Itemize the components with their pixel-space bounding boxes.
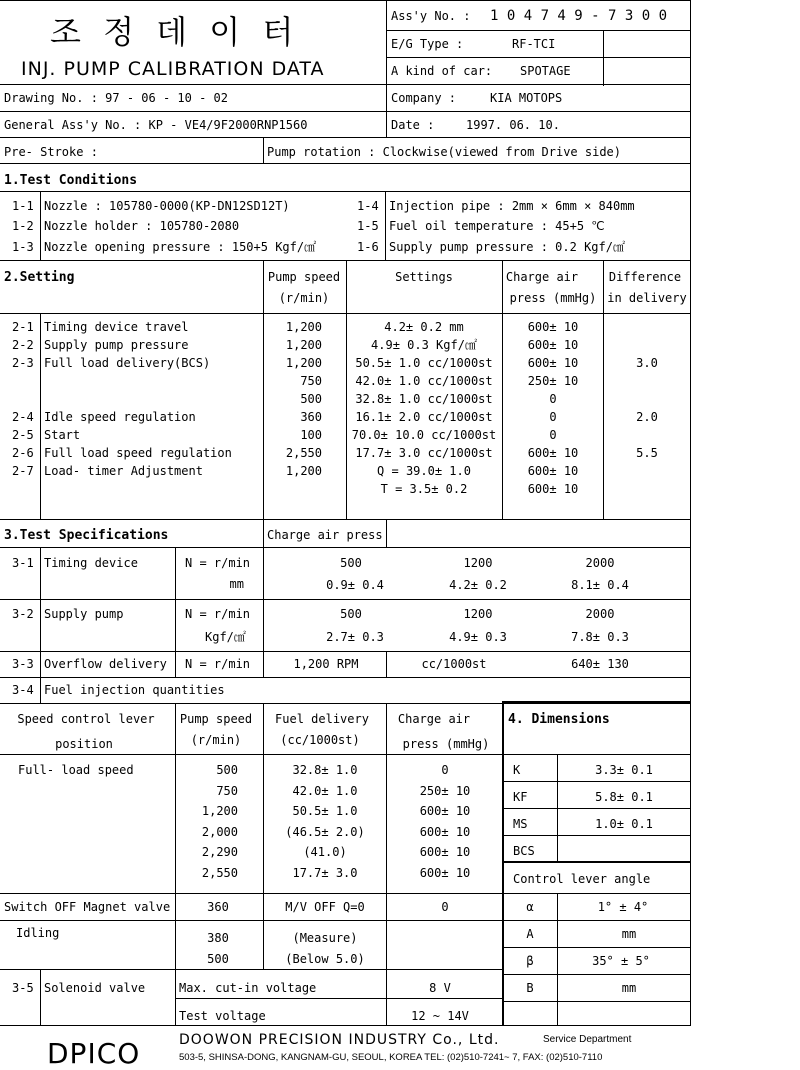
setting-difference: 2.0 — [636, 410, 658, 424]
condition-text: Nozzle : 105780-0000(KP-DN12SD12T) — [44, 199, 290, 213]
dimension-label: KF — [513, 790, 528, 804]
overflow-rpm: 1,200 RPM — [293, 657, 359, 671]
fuel-charge: 600± 10 — [419, 866, 471, 880]
setting-charge: 0 — [549, 410, 557, 424]
col-charge-air-unit: press (mmHg) — [509, 291, 597, 305]
col-pump-speed-unit: (r/min) — [190, 733, 242, 747]
setting-speed: 1,200 — [285, 356, 322, 370]
col-pump-speed: Pump speed — [179, 712, 253, 726]
fuel-charge: 250± 10 — [419, 784, 471, 798]
col-charge-air: Charge air — [397, 712, 471, 726]
spec-num: 3-2 — [12, 607, 34, 621]
setting-num: 2-3 — [12, 356, 34, 370]
idling-label: Idling — [16, 926, 60, 940]
setting-speed: 1,200 — [285, 338, 322, 352]
setting-num: 2-6 — [12, 446, 34, 460]
idling-speed: 380 — [207, 931, 229, 945]
fuel-delivery: 32.8± 1.0 — [292, 763, 358, 777]
col-lever-position-sub: position — [55, 737, 113, 751]
spec-num: 3-1 — [12, 556, 34, 570]
fuel-speed: 1,200 — [201, 804, 238, 818]
setting-value: 50.5± 1.0 cc/1000st — [355, 356, 493, 370]
setting-speed: 100 — [300, 428, 322, 442]
setting-difference: 3.0 — [636, 356, 658, 370]
general-assy-no: General Ass'y No. : KP - VE4/9F2000RNP1560 — [4, 118, 308, 132]
assy-no-value: 1 0 4 7 4 9 - 7 3 0 0 — [490, 8, 668, 24]
charge-air-press-label: Charge air press — [267, 528, 383, 542]
timing-speed: 2000 — [585, 556, 615, 570]
fuel-charge: 0 — [441, 763, 449, 777]
supply-value: 7.8± 0.3 — [571, 630, 629, 644]
col-difference-sub: in delivery — [607, 291, 687, 305]
eg-type-label: E/G Type : — [391, 37, 464, 51]
setting-charge: 600± 10 — [527, 356, 579, 370]
fuel-speed: 2,290 — [201, 845, 238, 859]
fuel-delivery: (46.5± 2.0) — [285, 825, 365, 839]
timing-speed: 1200 — [463, 556, 493, 570]
switch-off-delivery: M/V OFF Q=0 — [285, 900, 365, 914]
pump-rotation: Pump rotation : Clockwise(viewed from Drive side) — [267, 145, 622, 159]
switch-off-speed: 360 — [207, 900, 229, 914]
col-pump-speed-unit: (r/min) — [278, 291, 330, 305]
angle-value: mm — [621, 981, 637, 995]
fuel-charge: 600± 10 — [419, 825, 471, 839]
supply-value: 4.9± 0.3 — [449, 630, 507, 644]
setting-value: 42.0± 1.0 cc/1000st — [355, 374, 493, 388]
setting-charge: 600± 10 — [527, 320, 579, 334]
setting-charge: 0 — [549, 392, 557, 406]
dimension-label: MS — [513, 817, 528, 831]
supply-speed: 500 — [340, 607, 362, 621]
spec-num: 3-4 — [12, 683, 34, 697]
fuel-speed: 2,550 — [201, 866, 238, 880]
angle-value: mm — [621, 927, 637, 941]
setting-value: 70.0± 10.0 cc/1000st — [351, 428, 497, 442]
setting-difference: 5.5 — [636, 446, 658, 460]
setting-value: T = 3.5± 0.2 — [380, 482, 468, 496]
car-value: SPOTAGE — [520, 64, 571, 78]
angle-label: β — [526, 954, 534, 968]
max-cutin-value: 8 V — [429, 981, 451, 995]
title-english: INJ. PUMP CALIBRATION DATA — [21, 58, 325, 80]
full-load-speed-label: Full- load speed — [18, 763, 134, 777]
col-charge-air-unit: press (mmHg) — [402, 737, 490, 751]
supply-unit-pressure: Kgf/㎠ — [205, 630, 246, 644]
max-cutin-label: Max. cut-in voltage — [179, 981, 317, 995]
setting-speed: 360 — [300, 410, 322, 424]
angle-label: B — [526, 981, 534, 995]
supply-speed: 2000 — [585, 607, 615, 621]
setting-speed: 1,200 — [285, 464, 322, 478]
col-fuel-delivery: Fuel delivery — [275, 712, 369, 726]
company-label: Company : — [391, 91, 457, 105]
dimension-label: K — [513, 763, 521, 777]
idling-delivery: (Measure) — [292, 931, 358, 945]
setting-item: Idle speed regulation — [44, 410, 196, 424]
fuel-charge: 600± 10 — [419, 845, 471, 859]
condition-num: 1-1 — [12, 199, 34, 213]
spec-num: 3-3 — [12, 657, 34, 671]
test-voltage-label: Test voltage — [179, 1009, 266, 1023]
setting-num: 2-4 — [12, 410, 34, 424]
setting-num: 2-1 — [12, 320, 34, 334]
spec-num: 3-5 — [12, 981, 34, 995]
timing-device-label: Timing device — [44, 556, 138, 570]
setting-item: Supply pump pressure — [44, 338, 189, 352]
timing-value: 8.1± 0.4 — [571, 578, 629, 592]
company-logo: DPICO — [47, 1037, 141, 1070]
col-pump-speed: Pump speed — [267, 270, 341, 284]
dimension-label: BCS — [513, 844, 535, 858]
timing-unit-speed: N = r/min — [185, 556, 251, 570]
test-conditions-heading: 1.Test Conditions — [4, 173, 138, 188]
angle-label: α — [526, 900, 534, 914]
fuel-delivery: 50.5± 1.0 — [292, 804, 358, 818]
condition-text: Supply pump pressure : 0.2 Kgf/㎠ — [389, 240, 625, 254]
fuel-delivery: 42.0± 1.0 — [292, 784, 358, 798]
setting-charge: 600± 10 — [527, 464, 579, 478]
condition-num: 1-2 — [12, 219, 34, 233]
dimensions-heading: 4. Dimensions — [508, 712, 610, 727]
condition-num: 1-6 — [357, 240, 379, 254]
setting-item: Timing device travel — [44, 320, 189, 334]
fuel-injection-label: Fuel injection quantities — [44, 683, 225, 697]
dimension-value: 1.0± 0.1 — [595, 817, 653, 831]
condition-text: Nozzle opening pressure : 150+5 Kgf/㎠ — [44, 240, 317, 254]
drawing-no: Drawing No. : 97 - 06 - 10 - 02 — [4, 91, 228, 105]
company-value: KIA MOTOPS — [490, 91, 563, 105]
angle-value: 1° ± 4° — [597, 900, 649, 914]
angle-label: A — [526, 927, 534, 941]
overflow-value: 640± 130 — [571, 657, 629, 671]
overflow-delivery-label: Overflow delivery — [44, 657, 167, 671]
timing-value: 4.2± 0.2 — [449, 578, 507, 592]
assy-no-label: Ass'y No. : — [391, 9, 471, 23]
setting-value: 4.9± 0.3 Kgf/㎠ — [371, 338, 477, 352]
setting-speed: 500 — [300, 392, 322, 406]
setting-item: Load- timer Adjustment — [44, 464, 203, 478]
condition-text: Injection pipe : 2mm × 6mm × 840mm — [389, 199, 635, 213]
setting-value: 17.7± 3.0 cc/1000st — [355, 446, 493, 460]
setting-item: Start — [44, 428, 81, 442]
supply-pump-label: Supply pump — [44, 607, 124, 621]
control-lever-angle-label: Control lever angle — [513, 872, 651, 886]
company-address: 503-5, SHINSA-DONG, KANGNAM-GU, SEOUL, KOREA TEL: (02)510-7241~ 7, FAX: (02)510-7110 — [179, 1052, 603, 1063]
setting-num: 2-2 — [12, 338, 34, 352]
title-korean: 조 정 데 이 터 — [50, 13, 300, 51]
col-fuel-delivery-unit: (cc/1000st) — [280, 733, 360, 747]
setting-charge: 600± 10 — [527, 446, 579, 460]
setting-speed: 750 — [300, 374, 322, 388]
overflow-unit-cc: cc/1000st — [421, 657, 487, 671]
supply-speed: 1200 — [463, 607, 493, 621]
setting-charge: 600± 10 — [527, 338, 579, 352]
col-charge-air: Charge air — [505, 270, 579, 284]
setting-charge: 600± 10 — [527, 482, 579, 496]
fuel-charge: 600± 10 — [419, 804, 471, 818]
dimension-value: 5.8± 0.1 — [595, 790, 653, 804]
specs-heading: 3.Test Specifications — [4, 528, 169, 543]
setting-charge: 250± 10 — [527, 374, 579, 388]
fuel-delivery: (41.0) — [303, 845, 347, 859]
service-department: Service Department — [543, 1034, 632, 1045]
setting-speed: 1,200 — [285, 320, 322, 334]
company-name: DOOWON PRECISION INDUSTRY Co., Ltd. — [179, 1032, 500, 1048]
col-settings: Settings — [395, 270, 453, 284]
setting-value: 32.8± 1.0 cc/1000st — [355, 392, 493, 406]
solenoid-valve-label: Solenoid valve — [44, 981, 146, 995]
car-label: A kind of car: — [391, 64, 493, 78]
setting-item: Full load delivery(BCS) — [44, 356, 211, 370]
fuel-speed: 2,000 — [201, 825, 238, 839]
setting-value: 4.2± 0.2 mm — [384, 320, 464, 334]
supply-value: 2.7± 0.3 — [326, 630, 384, 644]
test-voltage-value: 12 ~ 14V — [411, 1009, 469, 1023]
overflow-unit: N = r/min — [185, 657, 251, 671]
condition-num: 1-4 — [357, 199, 379, 213]
setting-heading: 2.Setting — [4, 270, 75, 285]
pre-stroke: Pre- Stroke : — [4, 145, 98, 159]
idling-delivery: (Below 5.0) — [285, 952, 365, 966]
condition-num: 1-3 — [12, 240, 34, 254]
setting-charge: 0 — [549, 428, 557, 442]
supply-unit-speed: N = r/min — [185, 607, 251, 621]
fuel-speed: 750 — [216, 784, 238, 798]
timing-value: 0.9± 0.4 — [326, 578, 384, 592]
setting-num: 2-7 — [12, 464, 34, 478]
angle-value: 35° ± 5° — [592, 954, 650, 968]
fuel-delivery: 17.7± 3.0 — [292, 866, 358, 880]
condition-text: Fuel oil temperature : 45+5 ℃ — [389, 219, 605, 233]
col-lever-position: Speed control lever — [17, 712, 155, 726]
condition-num: 1-5 — [357, 219, 379, 233]
timing-speed: 500 — [340, 556, 362, 570]
date-value: 1997. 06. 10. — [466, 118, 560, 132]
switch-off-label: Switch OFF Magnet valve — [4, 900, 171, 914]
idling-speed: 500 — [207, 952, 229, 966]
setting-value: Q = 39.0± 1.0 — [377, 464, 471, 478]
condition-text: Nozzle holder : 105780-2080 — [44, 219, 240, 233]
timing-unit-mm: mm — [229, 577, 244, 591]
setting-value: 16.1± 2.0 cc/1000st — [355, 410, 493, 424]
setting-num: 2-5 — [12, 428, 34, 442]
fuel-speed: 500 — [216, 763, 238, 777]
date-label: Date : — [391, 118, 435, 132]
setting-item: Full load speed regulation — [44, 446, 232, 460]
col-difference: Difference — [608, 270, 682, 284]
setting-speed: 2,550 — [285, 446, 322, 460]
dimension-value: 3.3± 0.1 — [595, 763, 653, 777]
eg-type-value: RF-TCI — [512, 37, 556, 51]
switch-off-charge: 0 — [441, 900, 449, 914]
